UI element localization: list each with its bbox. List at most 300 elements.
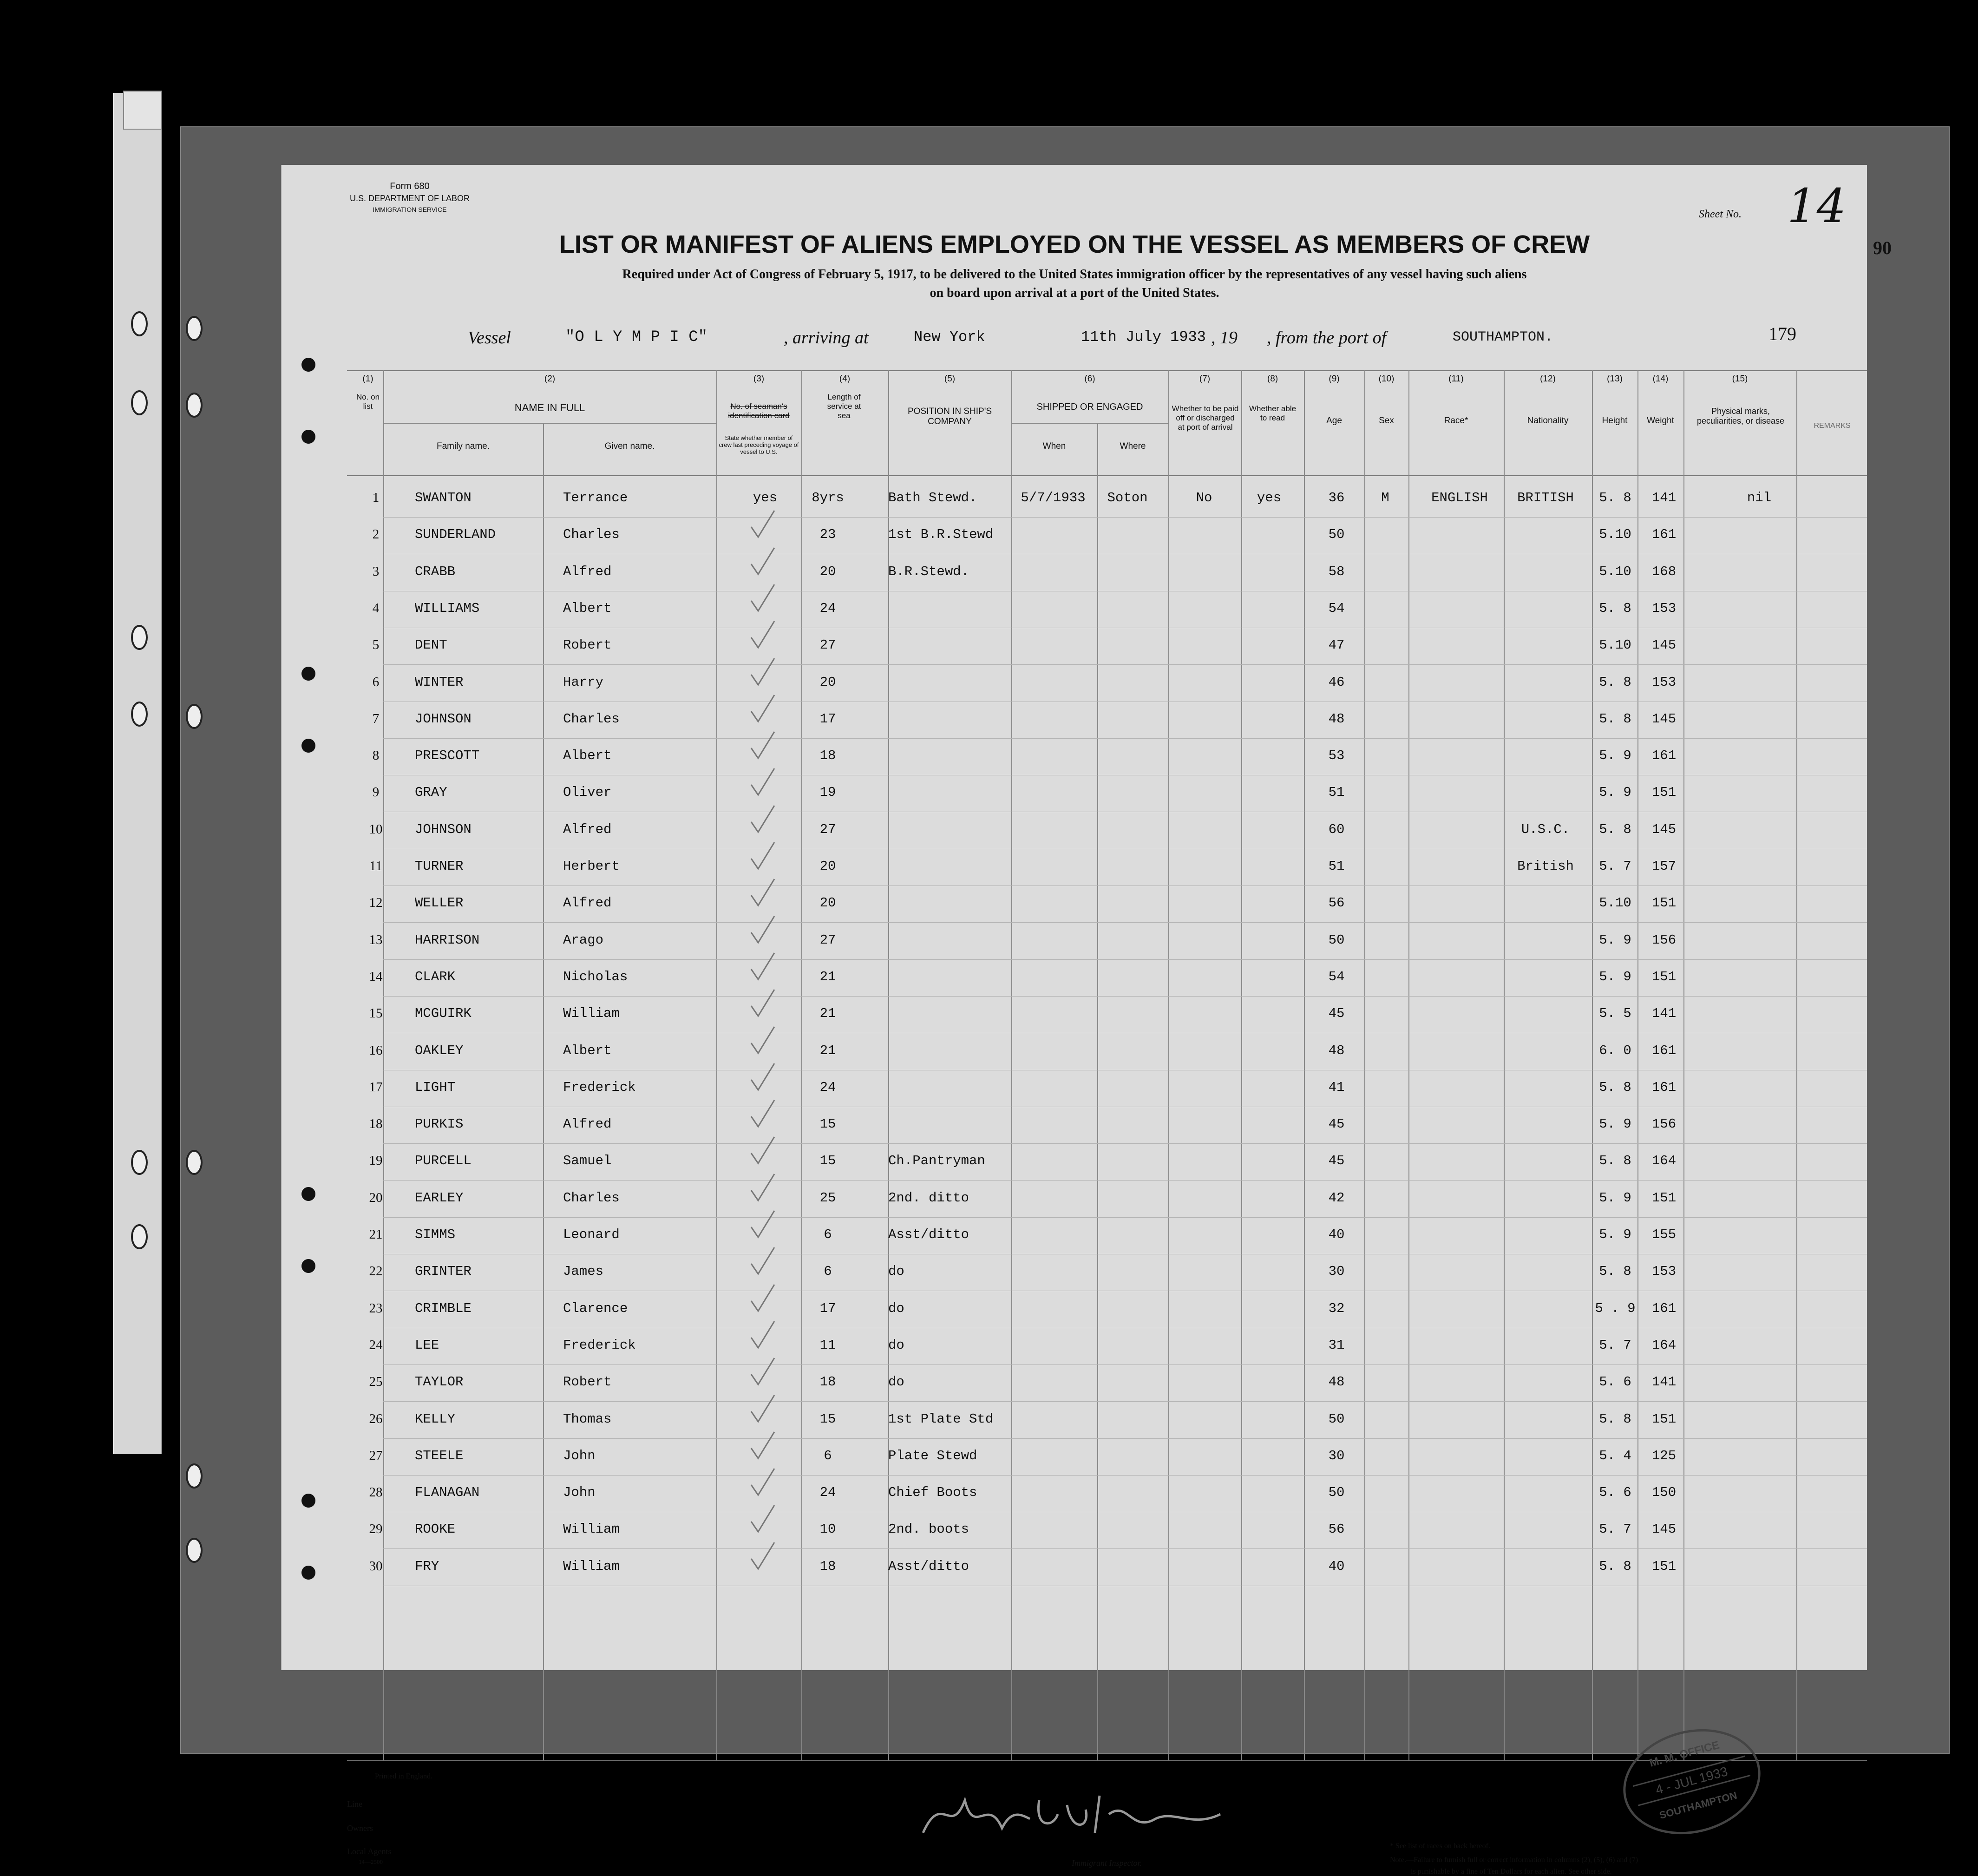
given-name: Terrance — [563, 490, 628, 505]
col-header-name: NAME IN FULL — [514, 402, 585, 413]
length-of-service: 21 — [819, 1043, 836, 1058]
height: 5. 7 — [1599, 859, 1631, 874]
year-prefix: , 19 — [1211, 328, 1238, 348]
age: 54 — [1328, 969, 1345, 984]
age: 58 — [1328, 564, 1345, 579]
col-number: (11) — [1448, 374, 1464, 384]
row-number: 26 — [369, 1411, 383, 1426]
sex: M — [1381, 490, 1389, 505]
age: 50 — [1328, 527, 1345, 543]
table-row — [282, 1374, 1867, 1411]
length-of-service: 19 — [819, 785, 836, 800]
given-name: Charles — [563, 1190, 620, 1206]
family-name: WELLER — [415, 895, 464, 911]
age: 31 — [1328, 1337, 1345, 1353]
length-of-service: 15 — [819, 1153, 836, 1169]
height: 5 . 9 — [1595, 1300, 1636, 1316]
weight: 151 — [1651, 1411, 1677, 1427]
age: 30 — [1328, 1264, 1345, 1279]
col-number: (5) — [944, 374, 956, 384]
table-row — [282, 932, 1867, 969]
age: 50 — [1328, 1411, 1345, 1427]
col-header-paid-off: Whether to be paid off or discharged at port of arrival — [1172, 404, 1239, 432]
col-number: (12) — [1540, 374, 1556, 384]
check-mark-icon — [749, 803, 777, 836]
age: 51 — [1328, 785, 1345, 800]
row-rule — [383, 1475, 1867, 1476]
height: 5. 8 — [1599, 490, 1631, 505]
age: 56 — [1328, 1522, 1345, 1537]
table-row — [282, 1448, 1867, 1485]
paid-off: No — [1196, 490, 1212, 505]
position: 1st Plate Std — [888, 1411, 994, 1427]
age: 50 — [1328, 932, 1345, 948]
arrival-date: 11th July 1933 — [1081, 328, 1206, 346]
binder-hole — [186, 316, 203, 341]
table-row — [282, 675, 1867, 711]
race: ENGLISH — [1431, 490, 1488, 505]
row-number: 19 — [369, 1153, 383, 1168]
binder-hole — [131, 311, 148, 336]
weight: 156 — [1651, 1116, 1677, 1132]
table-row — [282, 859, 1867, 895]
row-rule — [383, 1217, 1867, 1218]
weight: 151 — [1651, 969, 1677, 984]
row-number: 28 — [369, 1485, 383, 1500]
col-number: (10) — [1378, 374, 1395, 384]
given-name: Robert — [563, 637, 612, 653]
check-mark-icon — [749, 656, 777, 689]
given-name: Thomas — [563, 1411, 612, 1427]
row-rule — [383, 517, 1867, 518]
height: 5. 6 — [1599, 1485, 1631, 1501]
family-name: CRABB — [415, 564, 456, 579]
row-rule — [383, 738, 1867, 739]
col-header-position: POSITION IN SHIP'S COMPANY — [908, 407, 992, 426]
weight: 161 — [1651, 748, 1677, 764]
footer-owners-label: Owners — [347, 1824, 373, 1833]
col-header-family: Family name. — [436, 441, 490, 451]
given-name: William — [563, 1558, 620, 1574]
row-rule — [383, 1364, 1867, 1365]
given-name: Leonard — [563, 1227, 620, 1242]
given-name: Alfred — [563, 821, 612, 837]
family-name: PURCELL — [415, 1153, 472, 1169]
row-number: 22 — [369, 1264, 383, 1279]
height: 5.10 — [1599, 527, 1631, 543]
table-row — [282, 1006, 1867, 1043]
row-number: 8 — [372, 748, 380, 763]
length-of-service: 11 — [819, 1337, 836, 1353]
col-header-age: Age — [1326, 416, 1342, 426]
given-name: Nicholas — [563, 969, 628, 984]
check-mark-icon — [749, 1098, 777, 1130]
given-name: Herbert — [563, 859, 620, 874]
table-row — [282, 822, 1867, 859]
family-name: SUNDERLAND — [415, 527, 496, 543]
given-name: Frederick — [563, 1337, 636, 1353]
row-number: 16 — [369, 1043, 383, 1058]
check-mark-icon — [749, 1208, 777, 1241]
able-to-read: yes — [1257, 490, 1282, 505]
family-name: MCGUIRK — [415, 1006, 472, 1022]
height: 5. 4 — [1599, 1448, 1631, 1463]
row-number: 1 — [372, 490, 380, 505]
family-name: PRESCOTT — [415, 748, 480, 764]
weight: 161 — [1651, 1300, 1677, 1316]
given-name: Alfred — [563, 895, 612, 911]
family-name: SIMMS — [415, 1227, 456, 1242]
height: 5. 9 — [1599, 969, 1631, 984]
stamp-top-text: M. M. OFFICE — [1648, 1738, 1721, 1770]
length-of-service: 6 — [824, 1448, 832, 1463]
check-mark-icon — [749, 1024, 777, 1057]
header-bottom-rule — [347, 475, 1867, 476]
height: 5. 8 — [1599, 1079, 1631, 1095]
age: 45 — [1328, 1153, 1345, 1169]
height: 5. 7 — [1599, 1337, 1631, 1353]
col-header-given: Given name. — [604, 441, 655, 451]
row-number: 2 — [372, 527, 380, 542]
position: do — [888, 1337, 904, 1353]
binder-hole — [131, 1224, 148, 1249]
weight: 151 — [1651, 1558, 1677, 1574]
binder-hole — [186, 1463, 203, 1489]
id-card: yes — [753, 490, 778, 505]
family-name: ROOKE — [415, 1522, 456, 1537]
height: 6. 0 — [1599, 1043, 1631, 1058]
arrival-port: New York — [914, 328, 985, 346]
col-header-physical: Physical marks, peculiarities, or disease — [1696, 407, 1785, 426]
height: 5.10 — [1599, 637, 1631, 653]
check-mark-icon — [749, 1061, 777, 1094]
position: 1st B.R.Stewd — [888, 527, 994, 543]
height: 5. 8 — [1599, 1558, 1631, 1574]
check-mark-icon — [749, 1540, 777, 1573]
length-of-service: 17 — [819, 1300, 836, 1316]
binder-hole — [186, 704, 203, 729]
page-number: 179 — [1768, 323, 1796, 344]
age: 42 — [1328, 1190, 1345, 1206]
col-header-sex: Sex — [1379, 416, 1394, 426]
table-row — [282, 1043, 1867, 1080]
check-mark-icon — [749, 729, 777, 762]
weight: 141 — [1651, 1374, 1677, 1390]
height: 5. 8 — [1599, 821, 1631, 837]
row-rule — [383, 996, 1867, 997]
check-mark-icon — [749, 1245, 777, 1278]
row-number: 29 — [369, 1522, 383, 1537]
length-of-service: 24 — [819, 600, 836, 616]
footer-agents-code: 14—2500 — [359, 1858, 383, 1865]
length-of-service: 20 — [819, 674, 836, 690]
table-row — [282, 637, 1867, 674]
subtitle-line-1: Required under Act of Congress of February 5, 1917, to be delivered to the United States immigration officer by the representatives of any vessel having such aliens — [622, 267, 1527, 282]
height: 5. 8 — [1599, 600, 1631, 616]
family-name: FLANAGAN — [415, 1485, 480, 1501]
col-header-when: When — [1042, 441, 1066, 451]
position: Asst/ditto — [888, 1227, 969, 1242]
length-of-service: 17 — [819, 711, 836, 727]
check-mark-icon — [749, 1135, 777, 1167]
row-number: 25 — [369, 1374, 383, 1390]
col-header-nationality: Nationality — [1527, 416, 1569, 426]
check-mark-icon — [749, 545, 777, 578]
col-header-race: Race* — [1444, 416, 1468, 426]
age: 60 — [1328, 821, 1345, 837]
check-mark-icon — [749, 1319, 777, 1351]
weight: 153 — [1651, 674, 1677, 690]
family-name: OAKLEY — [415, 1043, 464, 1058]
age: 40 — [1328, 1227, 1345, 1242]
weight: 145 — [1651, 821, 1677, 837]
table-row — [282, 1301, 1867, 1338]
position: Chief Boots — [888, 1485, 977, 1501]
check-mark-icon — [749, 582, 777, 615]
races-note: * See list of races on back hereof. — [1390, 1842, 1490, 1850]
family-name: HARRISON — [415, 932, 480, 948]
row-rule — [383, 1548, 1867, 1549]
check-mark-icon — [749, 1393, 777, 1425]
table-row — [282, 895, 1867, 932]
binder-hole — [131, 390, 148, 415]
given-name: John — [563, 1448, 596, 1463]
length-of-service: 20 — [819, 895, 836, 911]
length-of-service: 27 — [819, 932, 836, 948]
binder-hole — [131, 1150, 148, 1175]
shipped-subrule — [1011, 423, 1168, 424]
table-row — [282, 1080, 1867, 1116]
table-row — [282, 490, 1867, 527]
row-number: 6 — [372, 674, 380, 689]
length-of-service: 21 — [819, 1006, 836, 1022]
sheet-number: 14 — [1787, 179, 1847, 233]
check-mark-icon — [749, 508, 777, 541]
arriving-label: , arriving at — [784, 328, 869, 348]
row-number: 11 — [369, 859, 382, 873]
row-number: 5 — [372, 637, 380, 653]
weight: 161 — [1651, 1079, 1677, 1095]
family-name: WINTER — [415, 674, 464, 690]
given-name: Charles — [563, 711, 620, 727]
length-of-service: 27 — [819, 821, 836, 837]
check-mark-icon — [749, 619, 777, 651]
age: 51 — [1328, 859, 1345, 874]
weight: 157 — [1651, 859, 1677, 874]
height: 5. 8 — [1599, 1153, 1631, 1169]
length-of-service: 24 — [819, 1079, 836, 1095]
age: 36 — [1328, 490, 1345, 505]
given-name: Alfred — [563, 564, 612, 579]
length-of-service: 6 — [824, 1227, 832, 1242]
binder-hole — [186, 1538, 203, 1563]
col-number: (9) — [1329, 374, 1340, 384]
col-header-read: Whether able to read — [1249, 404, 1297, 422]
height: 5. 9 — [1599, 1190, 1631, 1206]
subtitle-line-2: on board upon arrival at a port of the United States. — [930, 286, 1219, 300]
weight: 145 — [1651, 1522, 1677, 1537]
check-mark-icon — [749, 951, 777, 983]
manifest-sheet — [281, 165, 1892, 1876]
table-row — [282, 564, 1867, 601]
given-name: Harry — [563, 674, 604, 690]
weight: 145 — [1651, 711, 1677, 727]
table-top-rule — [347, 370, 1867, 371]
row-number: 14 — [369, 969, 383, 984]
row-number: 23 — [369, 1300, 383, 1316]
height: 5. 9 — [1599, 785, 1631, 800]
row-number: 24 — [369, 1337, 383, 1352]
weight: 151 — [1651, 1190, 1677, 1206]
col-number: (1) — [362, 374, 373, 384]
height: 5.10 — [1599, 564, 1631, 579]
family-name: EARLEY — [415, 1190, 464, 1206]
physical-marks: nil — [1747, 490, 1772, 505]
inspector-label: Immigrant Inspector. — [1072, 1858, 1142, 1868]
family-name: FRY — [415, 1558, 439, 1574]
given-name: Clarence — [563, 1300, 628, 1316]
check-mark-icon — [749, 1466, 777, 1499]
check-mark-icon — [749, 693, 777, 725]
weight: 156 — [1651, 932, 1677, 948]
table-row — [282, 748, 1867, 785]
row-number: 27 — [369, 1448, 383, 1463]
binder-tab — [123, 91, 162, 130]
table-row — [282, 601, 1867, 637]
printed-in-england: Printed in England. — [375, 1772, 432, 1780]
table-row — [282, 969, 1867, 1006]
position: do — [888, 1264, 904, 1279]
age: 48 — [1328, 1374, 1345, 1390]
weight: 150 — [1651, 1485, 1677, 1501]
row-number: 4 — [372, 600, 380, 616]
weight: 151 — [1651, 895, 1677, 911]
weight: 161 — [1651, 527, 1677, 543]
departure-port: SOUTHAMPTON. — [1453, 329, 1553, 345]
row-number: 3 — [372, 564, 380, 579]
age: 32 — [1328, 1300, 1345, 1316]
height: 5. 9 — [1599, 1227, 1631, 1242]
height: 5. 9 — [1599, 932, 1631, 948]
nationality: U.S.C. — [1521, 821, 1570, 837]
given-name: Arago — [563, 932, 604, 948]
age: 40 — [1328, 1558, 1345, 1574]
weight: 161 — [1651, 1043, 1677, 1058]
weight: 151 — [1651, 785, 1677, 800]
length-of-service: 25 — [819, 1190, 836, 1206]
height: 5. 7 — [1599, 1522, 1631, 1537]
family-name: CRIMBLE — [415, 1300, 472, 1316]
weight: 168 — [1651, 564, 1677, 579]
age: 56 — [1328, 895, 1345, 911]
table-row — [282, 1116, 1867, 1153]
stamp-bottom-text: SOUTHAMPTON — [1658, 1789, 1738, 1822]
shipped-where: Soton — [1107, 490, 1148, 505]
family-name: TAYLOR — [415, 1374, 464, 1390]
penalty-note-1: Note.—Failure to furnish full or correct information in columns (2), (5), (6) and (7) — [1390, 1856, 1638, 1864]
col-header-where: Where — [1120, 441, 1146, 451]
col-header-shipped: SHIPPED OR ENGAGED — [1036, 402, 1143, 412]
given-name: Alfred — [563, 1116, 612, 1132]
position: do — [888, 1300, 904, 1316]
family-name: LEE — [415, 1337, 439, 1353]
table-row — [282, 1227, 1867, 1264]
binder-hole — [131, 702, 148, 727]
punch-dot — [301, 430, 315, 444]
row-rule — [383, 1401, 1867, 1402]
col-header-weight: Weight — [1647, 416, 1674, 426]
check-mark-icon — [749, 1503, 777, 1535]
check-mark-icon — [749, 987, 777, 1020]
table-row — [282, 785, 1867, 821]
family-name: SWANTON — [415, 490, 472, 505]
col-header-remarks: REMARKS — [1814, 422, 1851, 430]
binder-hole — [186, 393, 203, 418]
age: 30 — [1328, 1448, 1345, 1463]
binder-strip — [113, 93, 162, 1454]
page-title: LIST OR MANIFEST OF ALIENS EMPLOYED ON THE VESSEL AS MEMBERS OF CREW — [559, 230, 1590, 258]
department: U.S. DEPARTMENT OF LABOR — [349, 194, 470, 203]
row-number: 18 — [369, 1116, 383, 1132]
col-header-no: No. on list — [356, 393, 380, 411]
given-name: Robert — [563, 1374, 612, 1390]
length-of-service: 8yrs — [812, 490, 844, 505]
col-header-id-note: State whether member of crew last preceding voyage of vessel to U.S. — [719, 434, 799, 455]
row-number: 7 — [372, 711, 380, 726]
table-row — [282, 1522, 1867, 1558]
footer-agents-label: Local Agents — [347, 1847, 392, 1856]
check-mark-icon — [749, 914, 777, 946]
row-number: 17 — [369, 1079, 383, 1095]
col-number: (15) — [1732, 374, 1748, 384]
given-name: Samuel — [563, 1153, 612, 1169]
height: 5. 8 — [1599, 1264, 1631, 1279]
weight: 153 — [1651, 600, 1677, 616]
position: do — [888, 1374, 904, 1390]
family-name: TURNER — [415, 859, 464, 874]
row-rule — [383, 1438, 1867, 1439]
table-row — [282, 1338, 1867, 1374]
length-of-service: 18 — [819, 1374, 836, 1390]
height: 5.10 — [1599, 895, 1631, 911]
length-of-service: 6 — [824, 1264, 832, 1279]
age: 45 — [1328, 1006, 1345, 1022]
age: 48 — [1328, 1043, 1345, 1058]
table-row — [282, 1559, 1867, 1595]
position: Plate Stewd — [888, 1448, 977, 1463]
length-of-service: 24 — [819, 1485, 836, 1501]
check-mark-icon — [749, 1356, 777, 1388]
shipped-when: 5/7/1933 — [1021, 490, 1086, 505]
check-mark-icon — [749, 1282, 777, 1315]
length-of-service: 23 — [819, 527, 836, 543]
position: Asst/ditto — [888, 1558, 969, 1574]
length-of-service: 18 — [819, 748, 836, 764]
service: IMMIGRATION SERVICE — [373, 206, 447, 213]
given-name: John — [563, 1485, 596, 1501]
row-number: 9 — [372, 785, 380, 800]
given-name: James — [563, 1264, 604, 1279]
footer-line-label: Line — [347, 1799, 362, 1809]
vessel-label: Vessel — [468, 328, 511, 348]
weight: 125 — [1651, 1448, 1677, 1463]
check-mark-icon — [749, 766, 777, 799]
family-name: GRAY — [415, 785, 447, 800]
vessel-name: "O L Y M P I C" — [565, 328, 708, 346]
age: 53 — [1328, 748, 1345, 764]
nationality: British — [1517, 859, 1574, 874]
row-rule — [383, 664, 1867, 665]
